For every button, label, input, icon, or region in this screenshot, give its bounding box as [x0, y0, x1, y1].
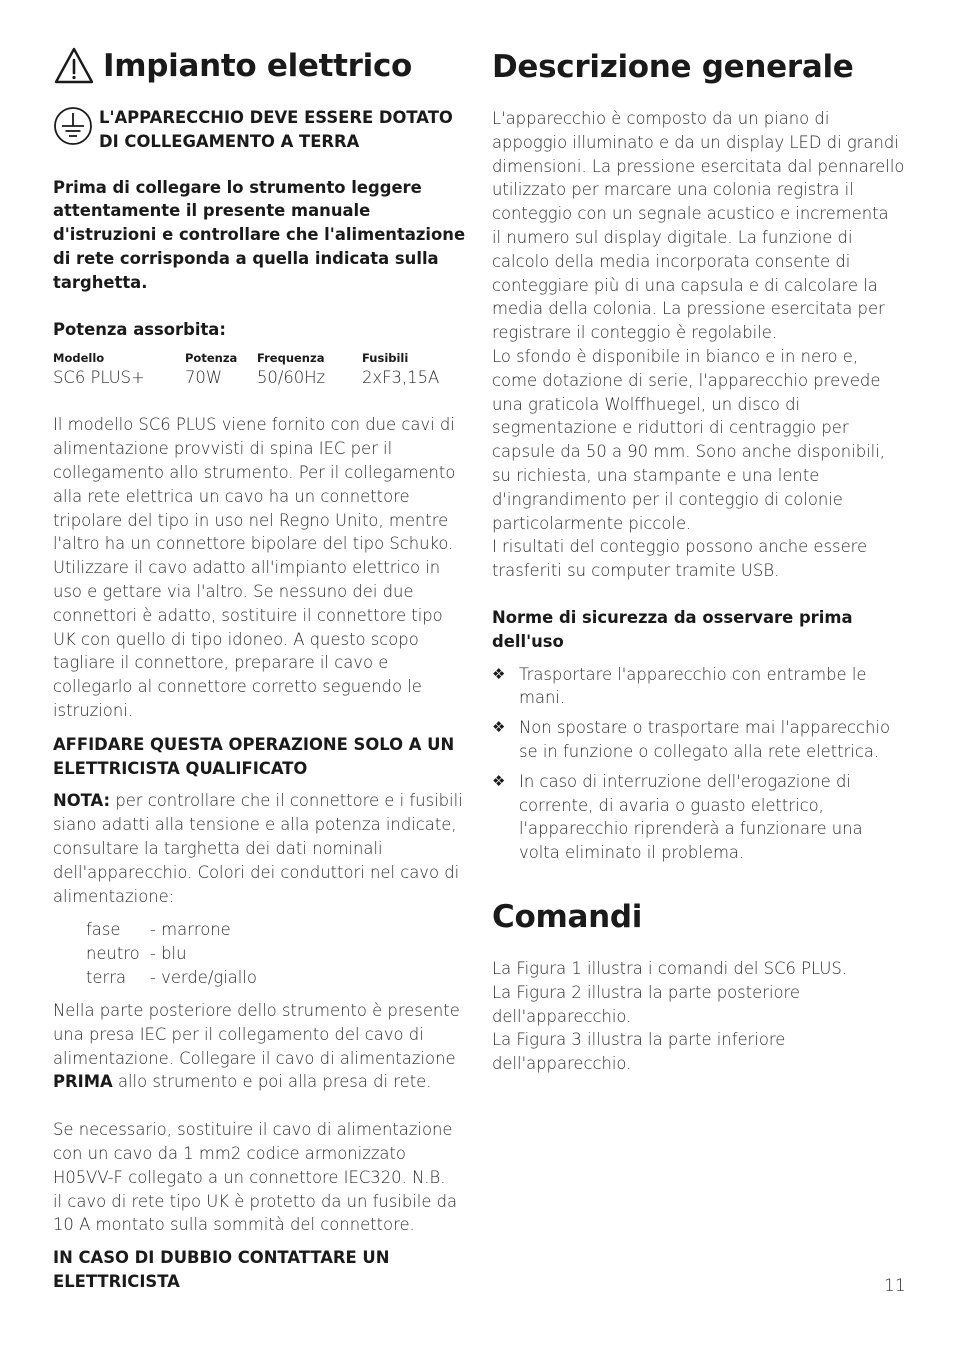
- note-label: NOTA:: [53, 791, 111, 811]
- wire-name: fase: [86, 920, 121, 940]
- power-table-cell: 50/60Hz: [257, 367, 326, 387]
- power-table-row: [53, 365, 462, 389]
- power-heading: Potenza assorbita:: [53, 319, 226, 339]
- left-column: [53, 44, 473, 1294]
- wire-color: - blu: [150, 943, 187, 963]
- section-title-comandi: Comandi: [492, 898, 643, 935]
- socket-paragraph: [53, 999, 473, 1094]
- note-paragraph: [53, 789, 473, 908]
- wire-row: [86, 942, 473, 966]
- power-table-header-cell: Fusibili: [362, 351, 409, 366]
- section-title-descrizione: Descrizione generale: [492, 49, 854, 85]
- right-column: [492, 44, 912, 1076]
- power-table-cell: SC6 PLUS+: [53, 367, 145, 387]
- safety-heading: Norme di sicurezza da osservare prima dell'uso: [492, 607, 853, 651]
- power-table-header-cell: Potenza: [185, 351, 238, 366]
- diamond-bullet-icon: ❖: [492, 771, 506, 790]
- ground-warning: [53, 106, 473, 154]
- wire-color: - marrone: [150, 920, 231, 940]
- power-table: [53, 345, 462, 389]
- warning-triangle-icon: [53, 46, 95, 86]
- power-table-header-cell: Frequenza: [257, 351, 325, 366]
- note-text: per controllare che il connettore e i fusibili siano adatti alla tensione e alla potenza indicate, consultare la targhetta dei dati nominali dell'apparecchio. Colori dei conduttori nel cavo di alimentazione:: [53, 791, 463, 906]
- cables-paragraph: Il modello SC6 PLUS viene fornito con due cavi di alimentazione provvisti di spina IEC per il collegamento allo strumento. Per il collegamento alla rete elettrica un cavo ha un connettore tripolare del tipo in uso nel Regno Unito, mentre l'altro ha un connettore bipolare del tipo Schuko. Utilizzare il cavo adatto all'impianto elettrico in uso e gettare via l'altro. Se nessuno dei due connettori è adatto, sostituire il connettore tipo UK con quello di tipo idoneo. A questo scopo tagliare il connettore, preparare il cavo e collegarlo al connettore corretto seguendo le istruzioni.: [53, 415, 456, 720]
- list-item: [492, 663, 912, 711]
- safety-item-text: Trasportare l'apparecchio con entrambe le mani.: [519, 664, 867, 708]
- earth-ground-icon: [53, 106, 93, 146]
- wire-row: [86, 966, 473, 990]
- power-table-header-cell: Modello: [53, 351, 105, 366]
- safety-item-text: In caso di interruzione dell'erogazione di corrente, di avaria o guasto elettrico, l'apparecchio riprenderà a funzionare una volta eliminato il problema.: [519, 771, 863, 863]
- description-paragraph: L'apparecchio è composto da un piano di appoggio illuminato e da un display LED di grandi dimensioni. La pressione esercitata dal pennarello utilizzato per marcare una colonia registra il conteggio con un segnale acustico e incrementa il numero sul display digitale. La funzione di calcolo della media incorporata consente di conteggiare più di una capsula e di calcolare la media della colonia. La pressione esercitata per registrare il conteggio è regolabile. Lo sfondo è disponibile in bianco e in nero e, come dotazione di serie, l'apparecchio prevede una graticola Wolffhuegel, un disco di segmentazione e riduttori di centraggio per capsule da 50 a 90 mm. Sono anche disponibili, su richiesta, una stampante e una lente d'ingrandimento per il conteggio di colonie particolarmente piccole. I risultati del conteggio possono anche essere trasferiti su computer tramite USB.: [492, 109, 905, 581]
- wire-color-list: [86, 918, 473, 989]
- electrician-warning: AFFIDARE QUESTA OPERAZIONE SOLO A UN ELETTRICISTA QUALIFICATO: [53, 734, 455, 778]
- intro-paragraph: Prima di collegare lo strumento leggere attentamente il presente manuale d'istruzioni e controllare che l'alimentazione di rete corrisponda a quella indicata sulla targhetta.: [53, 177, 466, 292]
- socket-text-2: allo strumento e poi alla presa di rete.: [112, 1072, 432, 1092]
- list-item: [492, 770, 912, 865]
- power-table-cell: 2xF3,15A: [362, 367, 440, 387]
- diamond-bullet-icon: ❖: [492, 718, 506, 737]
- wire-name: terra: [86, 967, 127, 987]
- wire-row: [86, 918, 473, 942]
- page-number: 11: [884, 1276, 906, 1296]
- doubt-warning: IN CASO DI DUBBIO CONTATTARE UN ELETTRICISTA: [53, 1248, 390, 1292]
- section-header-impianto: [53, 44, 473, 88]
- power-table-header: [53, 345, 462, 365]
- ground-warning-text: L'APPARECCHIO DEVE ESSERE DOTATO DI COLLEGAMENTO A TERRA: [99, 108, 453, 151]
- safety-list: [492, 663, 912, 865]
- socket-text-1: Nella parte posteriore dello strumento è presente una presa IEC per il collegamento del cavo di alimentazione. Collegare il cavo di alimentazione: [53, 1001, 460, 1068]
- list-item: [492, 716, 912, 764]
- replace-cable-paragraph: Se necessario, sostituire il cavo di alimentazione con un cavo da 1 mm2 codice armonizzato H05VV-F collegato a un connettore IEC320. N.B. il cavo di rete tipo UK è protetto da un fusibile da 10 A montato sulla sommità del connettore.: [53, 1120, 458, 1235]
- diamond-bullet-icon: ❖: [492, 664, 506, 683]
- wire-color: - verde/giallo: [150, 967, 257, 987]
- wire-name: neutro: [86, 943, 140, 963]
- controls-paragraph: La Figura 1 illustra i comandi del SC6 PLUS. La Figura 2 illustra la parte posteriore dell'apparecchio. La Figura 3 illustra la parte inferiore dell'apparecchio.: [492, 958, 847, 1074]
- power-table-cell: 70W: [185, 367, 223, 387]
- section-title: Impianto elettrico: [103, 48, 413, 84]
- safety-item-text: Non spostare o trasportare mai l'apparecchio se in funzione o collegato alla rete elettrica.: [519, 718, 891, 761]
- socket-bold: PRIMA: [53, 1072, 113, 1092]
